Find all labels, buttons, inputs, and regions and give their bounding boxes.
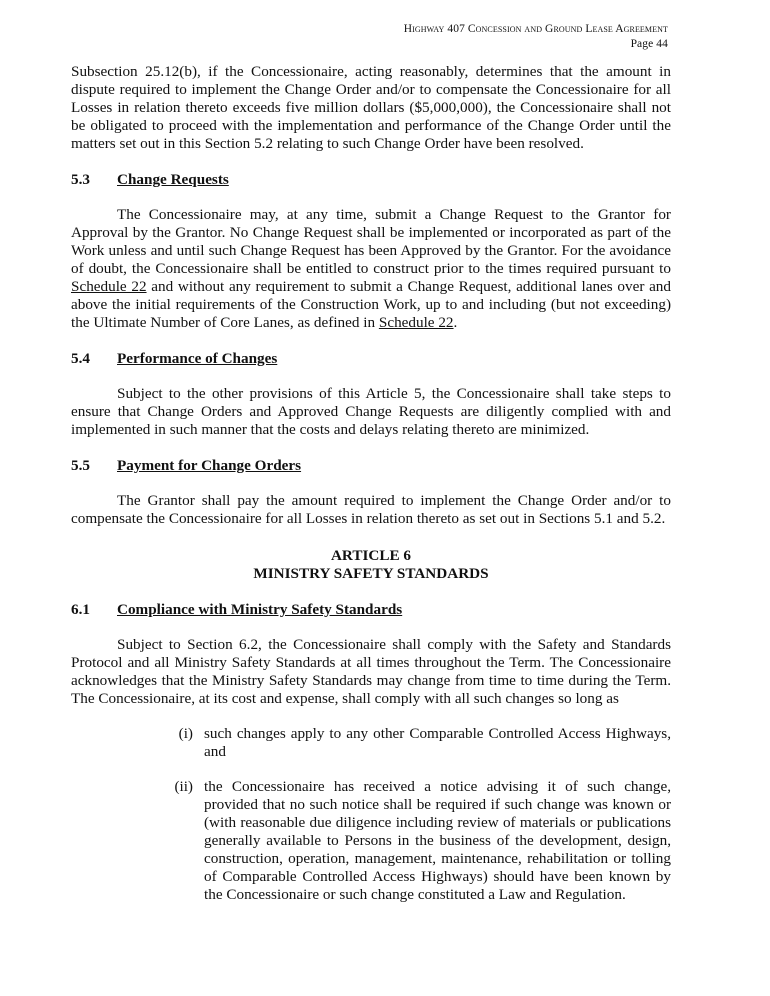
section-title: Compliance with Ministry Safety Standards <box>117 601 403 618</box>
section-heading-5-5 <box>71 457 671 475</box>
document-body <box>71 63 671 904</box>
continuation-paragraph: Subsection 25.12(b), if the Concessionaire, acting reasonably, determines that the amount in dispute required to implement the Change Order and/or to compensate the Concessionaire for all Losses in relation thereto exceeds five million dollars ($5,000,000), the Concessionaire shall not be obligated to proceed with the implementation and performance of the Change Order until the matters set out in this Section 5.2 relating to such Change Order have been resolved. <box>71 63 671 152</box>
list-item-text: the Concessionaire has received a notice advising it of such change, provided that no such notice shall be required if such change was known or (with reasonable due diligence including review of materials or publications generally available to Persons in the business of the development, design, construction, operation, management, maintenance, rehabilitation or tolling of Comparable Controlled Access Highways) should have been known by the Concessionaire or such change constituted a Law and Regulation. <box>204 778 671 903</box>
paragraph-text: The Concessionaire may, at any time, submit a Change Request to the Grantor for Approval by the Grantor. No Change Request shall be implemented or incorporated as part of the Work unless and until such Change Request has been Approved by the Grantor. For the avoidance of doubt, the Concessionaire shall be entitled to construct prior to the times required pursuant to <box>71 206 671 277</box>
page-number: Page 44 <box>630 38 668 50</box>
section-heading-5-3 <box>71 171 671 189</box>
list-item-text: such changes apply to any other Comparable Controlled Access Highways, and <box>204 725 671 760</box>
schedule-22-reference: Schedule 22 <box>378 314 454 331</box>
section-5-5-paragraph: The Grantor shall pay the amount required to implement the Change Order and/or to compensate the Concessionaire for all Losses in relation thereto as set out in Sections 5.1 and 5.2. <box>71 492 671 527</box>
section-title: Payment for Change Orders <box>117 457 302 474</box>
section-number: 5.5 <box>71 457 90 474</box>
schedule-22-reference: Schedule 22 <box>71 278 147 295</box>
section-number: 5.4 <box>71 350 90 367</box>
section-heading-6-1 <box>71 601 671 619</box>
section-title: Change Requests <box>117 171 229 188</box>
section-number: 5.3 <box>71 171 90 188</box>
header-title: Highway 407 Concession and Ground Lease Agreement <box>403 23 668 35</box>
article-label: ARTICLE 6 <box>330 547 412 564</box>
paragraph-text: and without any requirement to submit a Change Request, additional lanes over and above the initial requirements of the Construction Work, up to and including (but not exceeding) the Ultimate Number of Core Lanes, as defined in <box>71 278 671 331</box>
list-marker: (i) <box>178 725 193 742</box>
paragraph-text: . <box>453 314 458 331</box>
running-header <box>404 22 668 52</box>
list-marker: (ii) <box>174 778 193 795</box>
section-title: Performance of Changes <box>117 350 278 367</box>
section-heading-5-4 <box>71 350 671 368</box>
list-item <box>159 778 671 904</box>
list-item <box>159 725 671 761</box>
article-title: MINISTRY SAFETY STANDARDS <box>253 565 489 582</box>
section-5-3-paragraph <box>71 206 671 332</box>
section-6-1-paragraph: Subject to Section 6.2, the Concessionaire shall comply with the Safety and Standards Protocol and all Ministry Safety Standards at all times throughout the Term. The Concessionaire acknowledges that the Ministry Safety Standards may change from time to time during the Term. The Concessionaire, at its cost and expense, shall comply with all such changes so long as <box>71 636 671 707</box>
section-number: 6.1 <box>71 601 90 618</box>
section-5-4-paragraph: Subject to the other provisions of this Article 5, the Concessionaire shall take steps to ensure that Change Orders and Approved Change Requests are diligently complied with and implemented in such manner that the costs and delays relating thereto are minimized. <box>71 385 671 438</box>
